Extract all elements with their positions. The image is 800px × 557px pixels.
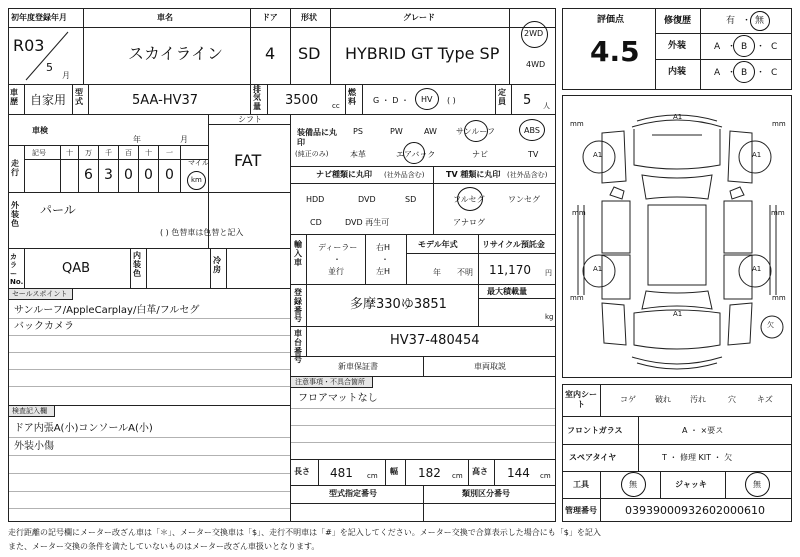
- plate: 多摩330ゆ3851: [350, 297, 447, 312]
- color-no: QAB: [62, 261, 91, 276]
- score-label: 評価点: [597, 15, 625, 25]
- max-load-label: 最大積載量: [487, 287, 527, 296]
- import-label: 輸入車: [294, 240, 302, 267]
- dent-label-wheel-rl: A1: [593, 265, 603, 273]
- mile-label: マイル: [188, 159, 209, 167]
- car-diagram: [562, 95, 792, 378]
- interior-c: C: [771, 68, 778, 78]
- mm-tr: mm: [772, 120, 786, 128]
- recycle-label: リサイクル預託金: [482, 240, 545, 249]
- mileage-digit-100: 0: [124, 167, 133, 183]
- fuel-selected: HV: [421, 95, 433, 104]
- height: 144: [507, 466, 530, 480]
- selling-point-1: サンルーフ/AppleCarplay/白革/フルセグ: [14, 305, 200, 316]
- length: 481: [330, 466, 353, 480]
- shift-label: シフト: [238, 115, 262, 124]
- car-name-label: 車名: [157, 13, 173, 22]
- seat-item-burn: コゲ: [620, 395, 636, 404]
- equipment-label: 装備品に丸印: [297, 128, 337, 147]
- grade-label: グレード: [403, 13, 435, 22]
- navi-hdd: HDD: [306, 195, 325, 204]
- mm-bl: mm: [570, 294, 584, 302]
- capacity-label: 定員: [498, 88, 506, 106]
- mm-ml: mm: [572, 209, 586, 217]
- class-label: 類別区分番号: [462, 489, 510, 498]
- tv-sub: (社外品含む): [507, 171, 548, 179]
- mm-mr: mm: [771, 209, 785, 217]
- repair-yes: 有: [726, 16, 736, 26]
- color-no-label: カラーNo.: [10, 253, 24, 287]
- dent-label-front: A1: [673, 113, 683, 121]
- navi-label: ナビ種類に丸印: [316, 170, 372, 179]
- glass-label: フロントガラス: [567, 426, 623, 435]
- tv-label: TV 種類に丸印: [446, 170, 501, 179]
- equip-pw: PW: [390, 127, 403, 136]
- color-label: 外装色: [11, 201, 19, 228]
- seat-item-tear: 破れ: [655, 395, 671, 404]
- first-reg-month-unit: 月: [62, 71, 70, 80]
- exterior-a: A: [714, 42, 721, 52]
- vin: HV37-480454: [390, 333, 480, 348]
- displacement: 3500: [285, 93, 319, 108]
- glass-value: A ・ ×要ス: [682, 426, 724, 435]
- exterior-b: B: [741, 42, 748, 52]
- width: 182: [418, 466, 441, 480]
- fuel-options: G ・ D ・: [373, 96, 409, 105]
- shape-label: 形状: [301, 13, 317, 22]
- equipment-sublabel: (純正のみ): [295, 150, 329, 158]
- seat-label: 室内シート: [565, 390, 597, 410]
- mileage-label: 走行: [11, 159, 19, 177]
- capacity-unit: 人: [543, 102, 550, 110]
- length-label: 長さ: [294, 467, 310, 476]
- mileage-digit-10: 0: [144, 167, 153, 183]
- shaken-label: 車検: [32, 126, 48, 135]
- color: パール: [40, 203, 76, 217]
- type-cert-label: 型式指定番号: [329, 489, 377, 498]
- grade: HYBRID GT Type SP: [345, 44, 500, 63]
- dent-label-wheel-rr: A1: [752, 265, 762, 273]
- shaken-year: 年: [133, 135, 141, 144]
- seat-item-dirt: 汚れ: [690, 395, 706, 404]
- spare-label: スペアタイヤ: [569, 453, 617, 462]
- vin-label: 車台番号: [294, 329, 302, 365]
- model: 5AA-HV37: [132, 93, 199, 108]
- width-unit: cm: [452, 472, 463, 480]
- repair-dot: ・: [742, 16, 752, 26]
- recycle: 11,170: [489, 263, 531, 277]
- interior-dot2: ・: [756, 68, 766, 78]
- tools-value: 無: [629, 480, 637, 489]
- drive-2wd: 2WD: [524, 29, 544, 38]
- digit-label-2: 万: [85, 149, 92, 157]
- model-year-unknown: 不明: [457, 268, 473, 277]
- import-parallel: 並行: [328, 267, 344, 276]
- interior-b: B: [741, 68, 748, 78]
- mm-tl: mm: [570, 120, 584, 128]
- model-year-label: モデル年式: [418, 240, 458, 249]
- navi-sd: SD: [405, 195, 417, 204]
- mileage-digit-1: 0: [165, 167, 174, 183]
- displacement-label: 排気量: [253, 85, 261, 111]
- mm-br: mm: [772, 294, 786, 302]
- first-reg-era: R03: [13, 36, 45, 55]
- doors: 4: [265, 44, 276, 63]
- selling-point-2: バックカメラ: [14, 321, 74, 332]
- first-reg-label: 初年度登録年月: [11, 13, 67, 22]
- mgmt-number: 0393900093260200061​0: [625, 504, 765, 517]
- main-sheet-frame: [8, 8, 556, 522]
- inspector-note-2: 外装小傷: [14, 441, 54, 452]
- ac-label: 冷房: [213, 256, 221, 274]
- exterior-label: 外装: [668, 41, 687, 51]
- length-unit: cm: [367, 472, 378, 480]
- exterior-dot1: ・: [727, 42, 737, 52]
- km-unit: km: [191, 176, 202, 184]
- jack-value: 無: [753, 480, 761, 489]
- mileage-digit-1k: 3: [104, 167, 113, 183]
- digit-label-0: 記号: [32, 149, 46, 157]
- repair-history-label: 修復歴: [664, 16, 692, 26]
- digit-label-3: 千: [105, 149, 112, 157]
- import-dealer: ディーラー: [318, 243, 358, 252]
- navi-dvd-play: DVD 再生可: [345, 218, 390, 227]
- first-reg-month: 5: [46, 61, 53, 74]
- tools-label: 工具: [573, 480, 589, 489]
- interior-color-label: 内装色: [133, 251, 141, 278]
- seat-item-hole: 穴: [728, 395, 736, 404]
- digit-label-1: 十: [66, 149, 73, 157]
- equip-sunroof: サンルーフ: [456, 127, 495, 136]
- scratch-mark: 欠: [767, 321, 774, 329]
- mgmt-label: 管理番号: [565, 506, 597, 515]
- cc-unit: cc: [332, 102, 340, 110]
- jack-label: ジャッキ: [675, 480, 707, 489]
- usage: 自家用: [30, 93, 67, 107]
- navi-cd: CD: [310, 218, 322, 227]
- door-label: ドア: [262, 13, 278, 22]
- usage-label: 車歴: [10, 88, 18, 106]
- dent-label-wheel-fr: A1: [752, 151, 762, 159]
- interior-dot1: ・: [727, 68, 737, 78]
- selling-points-label: セールスポイント: [12, 290, 68, 298]
- footer-line-2: また、メーター交換の条件を満たしていないものはメーター改ざん車扱いとなります。: [8, 542, 320, 551]
- equip-abs: ABS: [524, 126, 540, 135]
- equip-aw: AW: [424, 127, 437, 136]
- score: 4.5: [590, 35, 640, 68]
- handle-right: 右H: [376, 243, 391, 252]
- equip-ps: PS: [353, 127, 363, 136]
- shift: FAT: [234, 151, 262, 170]
- inspector-label: 検査記入欄: [12, 407, 47, 415]
- height-unit: cm: [540, 472, 551, 480]
- interior-label: 内装: [668, 67, 687, 77]
- model-label: 型式: [75, 88, 83, 106]
- manual-label: 車両取説: [474, 362, 506, 371]
- equip-airbag: エアバック: [396, 150, 436, 159]
- capacity: 5: [523, 93, 532, 108]
- seat-item-scratch: キズ: [757, 395, 773, 404]
- equip-leather: 本革: [350, 150, 366, 159]
- plate-label: 登録番号: [294, 288, 302, 324]
- handle-dot: ・: [381, 255, 389, 264]
- height-label: 高さ: [472, 467, 488, 476]
- equip-tv: TV: [528, 150, 539, 159]
- dent-label-wheel-fl: A1: [593, 151, 603, 159]
- color-note: ( ) 色替車は色替と記入: [160, 228, 244, 237]
- digit-label-6: 一: [166, 149, 173, 157]
- navi-sub: (社外品含む): [384, 171, 425, 179]
- width-label: 幅: [390, 467, 398, 476]
- fuel-label: 燃料: [348, 88, 356, 106]
- shaken-month: 月: [180, 135, 188, 144]
- equip-navi: ナビ: [472, 150, 488, 159]
- navi-dvd: DVD: [358, 195, 376, 204]
- spare-value: T ・ 修理 KIT ・ 欠: [662, 453, 733, 462]
- tv-oneseg: ワンセグ: [508, 195, 540, 204]
- import-dot: ・: [333, 255, 341, 264]
- interior-a: A: [714, 68, 721, 78]
- tv-analog: アナログ: [453, 218, 485, 227]
- digit-label-5: 十: [145, 149, 152, 157]
- dent-label-rear: A1: [673, 310, 683, 318]
- drive-4wd: 4WD: [526, 60, 546, 69]
- handle-left: 左H: [376, 267, 391, 276]
- recycle-yen: 円: [545, 269, 552, 277]
- mileage-digit-10k: 6: [84, 167, 93, 183]
- inspector-note-1: ドア内張A(小)コンソールA(小): [14, 423, 153, 434]
- notes-label: 注意事項・不具合箇所: [295, 378, 365, 386]
- repair-no: 無: [755, 16, 765, 26]
- tv-fullseg: フルセグ: [453, 195, 485, 204]
- max-load-kg: kg: [545, 313, 554, 321]
- exterior-dot2: ・: [756, 42, 766, 52]
- notes: フロアマットなし: [298, 393, 378, 404]
- warranty-label: 新車保証書: [338, 362, 378, 371]
- exterior-c: C: [771, 42, 778, 52]
- digit-label-4: 百: [125, 149, 132, 157]
- car-name: スカイライン: [128, 44, 224, 63]
- model-year-year: 年: [433, 268, 441, 277]
- shape: SD: [298, 44, 321, 63]
- fuel-paren: ( ): [447, 96, 456, 105]
- footer-line-1: 走行距離の記号欄にメーター改ざん車は「＊」、メーター交換車は「$」、走行不明車は「#」を記入してください。メーター交換で合算表示した場合にも「$」を記入: [8, 528, 601, 537]
